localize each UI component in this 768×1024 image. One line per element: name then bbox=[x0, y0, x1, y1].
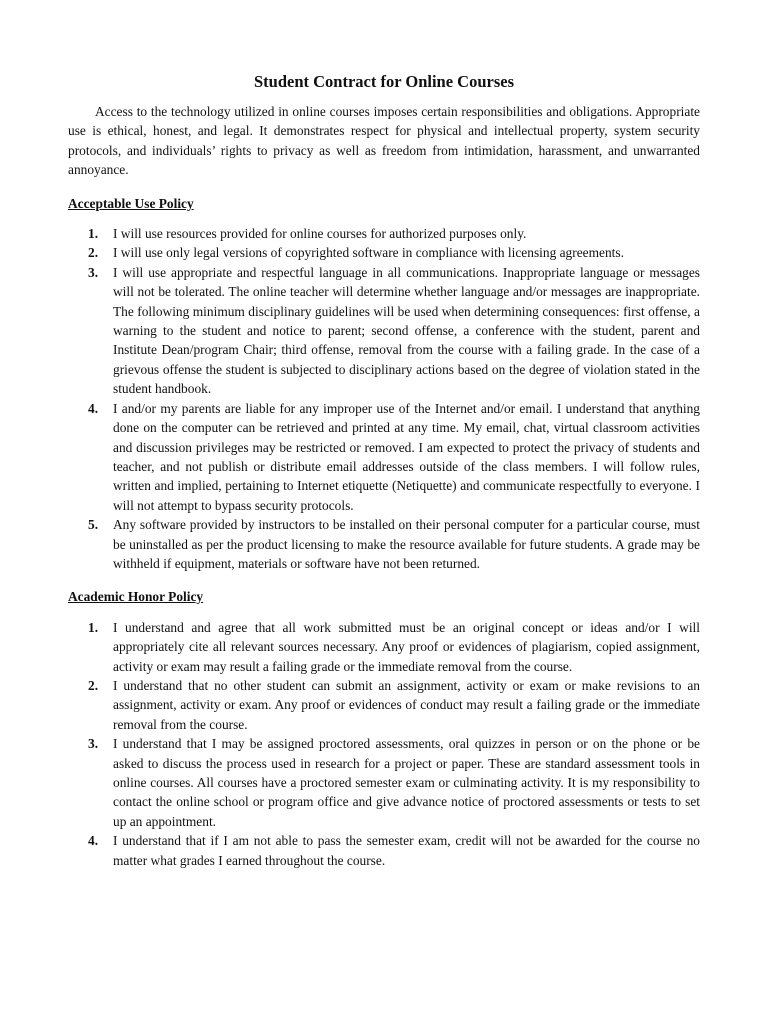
list-item bbox=[68, 243, 700, 262]
item-text: I and/or my parents are liable for any improper use of the Internet and/or email. I understand that anything done on the computer can be retrieved and printed at any time. My email, chat, virtual classroom activities and discussion privileges may be restricted or removed. I am expected to protect the privacy of students and teacher, and not publish or distribute email addresses outside of the class members. I will follow rules, written and implied, pertaining to Internet etiquette (Netiquette) and communicate respectfully to everyone. I will not attempt to bypass security protocols. bbox=[113, 400, 700, 513]
item-text: I understand that no other student can submit an assignment, activity or exam or make revisions to an assignment, activity or exam. Any proof or evidences of conduct may result a failing grade or the immediate removal from the course. bbox=[113, 677, 700, 732]
item-number: 3. bbox=[88, 736, 99, 752]
item-number: 1. bbox=[88, 619, 99, 635]
list-item bbox=[68, 263, 700, 399]
item-number: 5. bbox=[88, 517, 99, 533]
item-number: 2. bbox=[88, 245, 99, 261]
list-item bbox=[68, 831, 700, 870]
item-number: 4. bbox=[88, 833, 99, 849]
item-text: I will use only legal versions of copyrighted software in compliance with licensing agreements. bbox=[113, 245, 624, 261]
item-text: I understand and agree that all work submitted must be an original concept or ideas and/or I will appropriately cite all relevant sources necessary. Any proof or evidences of plagiarism, copied assignment, activity or exam may result a failing grade or the immediate removal from the course. bbox=[113, 619, 700, 674]
section-heading-acceptable-use: Acceptable Use Policy bbox=[68, 195, 194, 211]
item-text: I understand that I may be assigned proctored assessments, oral quizzes in person or on the phone or be asked to discuss the process used in research for a project or paper. These are standard assessment tools in online courses. All courses have a proctored semester exam or culminating activity. It is my responsibility to contact the online school or program office and give advance notice of proctored assessments or tests to set up an appointment. bbox=[113, 736, 700, 829]
item-text: I will use appropriate and respectful language in all communications. Inappropriate language or messages will not be tolerated. The online teacher will determine whether language and/or messages are inappropriate. The following minimum disciplinary guidelines will be used when determining consequences: first offense, a warning to the student and notice to parent; second offense, a conference with the student, parent and Institute Dean/program Chair; third offense, removal from the course with a failing grade. In the case of a grievous offense the student is subjected to disciplinary actions based on the degree of violation stated in the student handbook. bbox=[113, 264, 700, 397]
list-item bbox=[68, 734, 700, 831]
intro-paragraph: Access to the technology utilized in online courses imposes certain responsibilities and obligations. Appropriate use is ethical, honest, and legal. It demonstrates respect for physical and intellectual property, system security protocols, and individuals’ rights to privacy as well as freedom from intimidation, harassment, and unwarranted annoyance. bbox=[68, 104, 700, 178]
item-text: I will use resources provided for online courses for authorized purposes only. bbox=[113, 226, 527, 242]
item-text: I understand that if I am not able to pass the semester exam, credit will not be awarded for the course no matter what grades I earned throughout the course. bbox=[113, 833, 700, 868]
academic-honor-list bbox=[68, 618, 700, 870]
list-item bbox=[68, 399, 700, 515]
list-item bbox=[68, 515, 700, 573]
document-page bbox=[68, 72, 700, 870]
list-item bbox=[68, 676, 700, 734]
item-number: 4. bbox=[88, 400, 99, 416]
document-title: Student Contract for Online Courses bbox=[253, 72, 515, 91]
item-number: 2. bbox=[88, 677, 99, 693]
section-heading-academic-honor: Academic Honor Policy bbox=[68, 589, 204, 605]
acceptable-use-list bbox=[68, 224, 700, 573]
item-number: 1. bbox=[88, 226, 99, 242]
list-item bbox=[68, 224, 700, 243]
item-text: Any software provided by instructors to be installed on their personal computer for a particular course, must be uninstalled as per the product licensing to make the resource available for future students. A grade may be withheld if equipment, materials or software have not been returned. bbox=[113, 517, 700, 571]
item-number: 3. bbox=[88, 264, 99, 280]
list-item bbox=[68, 618, 700, 676]
